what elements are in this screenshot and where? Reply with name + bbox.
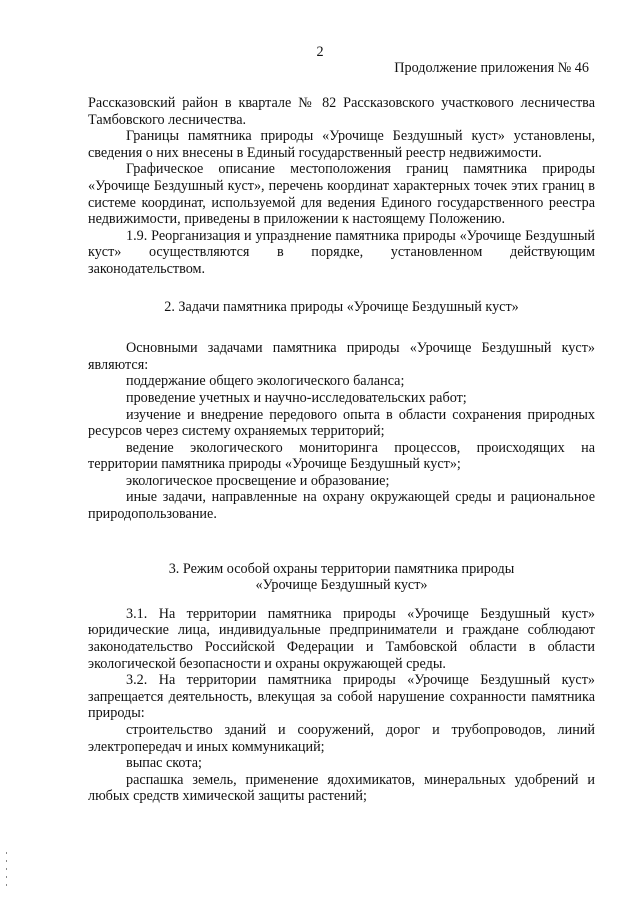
paragraph-3-1: 3.1. На территории памятника природы «Урочище Бездушный куст» юридические лица, индивидуальные предприниматели и граждане соблюдают законодательство Российской Федерации и Тамбовской области в области экологической безопасности и охраны окружающей среды. bbox=[88, 605, 595, 672]
paragraph-graphic-description: Графическое описание местоположения границ памятника природы «Урочище Бездушный куст», перечень координат характерных точек этих границ в системе координат, используемой для ведения Единого государственного реестра недвижимости, приведены в приложении к настоящему Положению. bbox=[88, 161, 595, 228]
list-item: строительство зданий и сооружений, дорог и трубопроводов, линий электропередач и иных коммуникаций; bbox=[88, 722, 595, 755]
paragraph-1-9: 1.9. Реорганизация и упразднение памятника природы «Урочище Бездушный куст» осуществляются в порядке, установленном действующим законодательством. bbox=[88, 227, 595, 277]
list-item: распашка земель, применение ядохимикатов, минеральных удобрений и любых средств химической защиты растений; bbox=[88, 771, 595, 805]
list-item: выпас скота; bbox=[126, 755, 202, 772]
paragraph-boundaries: Границы памятника природы «Урочище Бездушный куст» установлены, сведения о них внесены в Единый государственный реестр недвижимости. bbox=[88, 128, 595, 161]
list-item: поддержание общего экологического баланса; bbox=[126, 373, 405, 390]
paragraph-location: Рассказовский район в квартале № 82 Рассказовского участкового лесничества Тамбовского лесничества. bbox=[88, 95, 595, 128]
list-item: иные задачи, направленные на охрану окружающей среды и рациональное природопользование. bbox=[88, 489, 595, 523]
list-item: ведение экологического мониторинга процессов, происходящих на территории памятника природы «Урочище Бездушный куст»; bbox=[88, 439, 595, 473]
page-number: 2 bbox=[316, 44, 324, 60]
list-item: проведение учетных и научно-исследовательских работ; bbox=[126, 389, 467, 406]
scan-margin-marks bbox=[6, 852, 10, 892]
section-2-intro: Основными задачами памятника природы «Урочище Бездушный куст» являются: bbox=[88, 340, 595, 373]
list-item: экологическое просвещение и образование; bbox=[126, 472, 390, 489]
section-3-heading-line2: «Урочище Бездушный куст» bbox=[255, 577, 428, 594]
section-3-heading-line1: 3. Режим особой охраны территории памятника природы bbox=[168, 560, 515, 577]
section-2-heading: 2. Задачи памятника природы «Урочище Бездушный куст» bbox=[164, 298, 519, 315]
list-item: изучение и внедрение передового опыта в области сохранения природных ресурсов через систему охраняемых территорий; bbox=[88, 406, 595, 440]
document-body bbox=[88, 95, 595, 805]
annex-continuation-label: Продолжение приложения № 46 bbox=[394, 60, 589, 76]
paragraph-3-2: 3.2. На территории памятника природы «Урочище Бездушный куст» запрещается деятельность, влекущая за собой нарушение сохранности памятника природы: bbox=[88, 672, 595, 722]
